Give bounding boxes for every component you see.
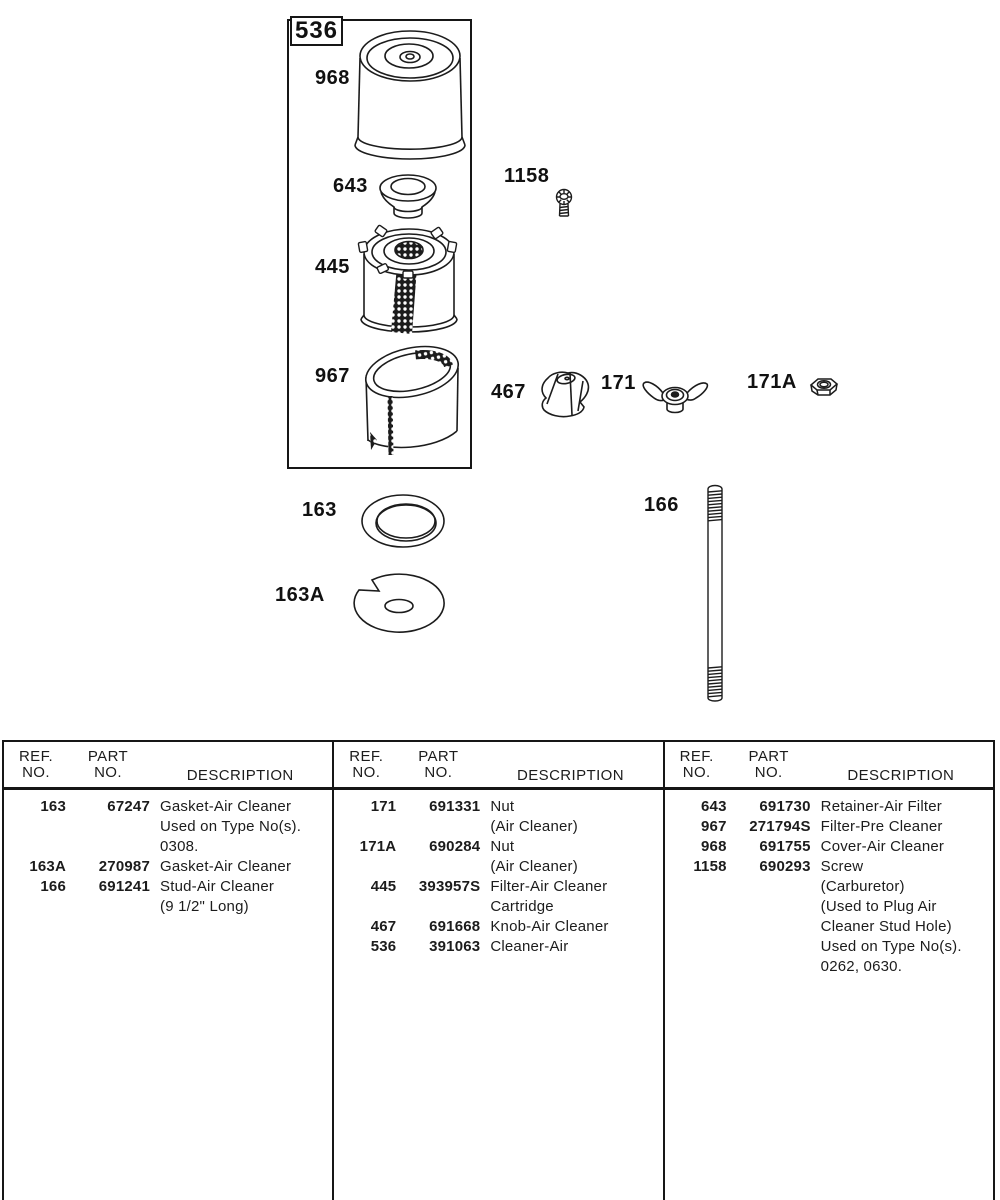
description-cell bbox=[480, 877, 660, 917]
part-gasket-163 bbox=[362, 495, 444, 547]
parts-table-column-3 bbox=[665, 742, 993, 1200]
part-no-cell: 271794S bbox=[749, 818, 811, 835]
description-cell bbox=[811, 817, 991, 837]
callout-label-retainer: 643 bbox=[333, 175, 368, 197]
part-hex-nut-171a bbox=[811, 379, 837, 395]
part-no-cell: 691755 bbox=[759, 838, 811, 855]
table-header bbox=[4, 742, 332, 790]
ref-no-header: REF. NO. bbox=[349, 748, 384, 781]
description-line: Cartridge bbox=[490, 898, 554, 915]
part-no-header: PART NO. bbox=[418, 748, 459, 781]
part-filter-cartridge-445 bbox=[358, 225, 457, 334]
parts-table-column-1 bbox=[4, 742, 334, 1200]
description-cell bbox=[150, 877, 330, 917]
parts-list-table bbox=[2, 740, 995, 1200]
description-line: Filter-Pre Cleaner bbox=[820, 818, 943, 835]
part-no-cell: 690293 bbox=[759, 858, 811, 875]
ref-no-cell: 536 bbox=[370, 938, 397, 955]
table-row bbox=[336, 917, 660, 937]
description-line: Nut bbox=[490, 838, 515, 855]
description-line: Cover-Air Cleaner bbox=[820, 838, 945, 855]
table-body bbox=[665, 790, 993, 977]
table-row bbox=[6, 877, 330, 917]
part-no-cell: 691241 bbox=[98, 878, 150, 895]
ref-no-cell: 171 bbox=[370, 798, 397, 815]
description-line: Used on Type No(s). bbox=[820, 938, 962, 955]
table-header bbox=[334, 742, 662, 790]
callout-label-cartridge: 445 bbox=[315, 256, 350, 278]
ref-no-cell: 968 bbox=[701, 838, 727, 855]
description-line: Knob-Air Cleaner bbox=[490, 918, 609, 935]
table-row bbox=[667, 797, 991, 817]
description-line: 0308. bbox=[160, 838, 199, 855]
callout-label-knob: 467 bbox=[491, 381, 526, 403]
part-no-cell: 691331 bbox=[429, 798, 481, 815]
description-line: (9 1/2" Long) bbox=[160, 898, 249, 915]
description-header: DESCRIPTION bbox=[517, 767, 624, 784]
description-cell bbox=[480, 937, 660, 957]
description-cell bbox=[480, 837, 660, 877]
part-no-cell: 393957S bbox=[418, 878, 481, 895]
part-no-cell: 690284 bbox=[429, 838, 481, 855]
description-cell bbox=[480, 917, 660, 937]
callout-label-cover: 968 bbox=[315, 67, 350, 89]
callout-label-cleaner-assembly: 536 bbox=[294, 17, 339, 44]
description-line: (Air Cleaner) bbox=[490, 858, 578, 875]
description-line: Screw bbox=[820, 858, 864, 875]
description-cell bbox=[811, 837, 991, 857]
part-stud-166 bbox=[708, 486, 722, 701]
callout-label-wing-nut: 171 bbox=[601, 372, 636, 394]
callout-label-screw: 1158 bbox=[504, 165, 550, 187]
description-line: (Air Cleaner) bbox=[490, 818, 578, 835]
part-no-cell: 691730 bbox=[759, 798, 811, 815]
part-no-header: PART NO. bbox=[87, 748, 129, 781]
description-header: DESCRIPTION bbox=[847, 767, 955, 784]
description-line: Stud-Air Cleaner bbox=[160, 878, 275, 895]
table-row bbox=[336, 837, 660, 877]
description-line: Nut bbox=[490, 798, 515, 815]
ref-no-cell: 967 bbox=[701, 818, 727, 835]
description-line: Retainer-Air Filter bbox=[820, 798, 942, 815]
part-precleaner-967 bbox=[361, 339, 463, 455]
ref-no-cell: 163 bbox=[40, 798, 66, 815]
description-cell bbox=[811, 797, 991, 817]
ref-no-cell: 467 bbox=[370, 918, 397, 935]
callout-label-pre-cleaner: 967 bbox=[315, 365, 350, 387]
description-cell bbox=[480, 797, 660, 837]
description-line: Gasket-Air Cleaner bbox=[160, 798, 292, 815]
part-knob-467 bbox=[542, 372, 588, 416]
table-row bbox=[6, 857, 330, 877]
ref-no-cell: 166 bbox=[40, 878, 66, 895]
ref-no-header: REF. NO. bbox=[18, 748, 54, 781]
part-cover-968 bbox=[355, 31, 465, 159]
ref-no-cell: 643 bbox=[701, 798, 727, 815]
ref-no-cell: 1158 bbox=[693, 858, 727, 875]
part-no-header: PART NO. bbox=[748, 748, 789, 781]
table-row bbox=[6, 797, 330, 857]
table-header bbox=[665, 742, 993, 790]
part-no-cell: 391063 bbox=[429, 938, 481, 955]
callout-label-stud: 166 bbox=[644, 494, 679, 516]
table-row bbox=[336, 937, 660, 957]
callout-label-gasket-a: 163A bbox=[275, 584, 325, 606]
description-line: (Used to Plug Air bbox=[820, 898, 937, 915]
ref-no-cell: 163A bbox=[29, 858, 66, 875]
part-no-cell: 67247 bbox=[107, 798, 150, 815]
table-body bbox=[334, 790, 662, 957]
ref-no-header: REF. NO. bbox=[679, 748, 714, 781]
part-wing-nut-171 bbox=[643, 382, 707, 412]
description-line: (Carburetor) bbox=[820, 878, 905, 895]
part-no-cell: 691668 bbox=[429, 918, 481, 935]
table-row bbox=[336, 877, 660, 917]
part-gasket-163a bbox=[354, 574, 444, 632]
description-cell bbox=[150, 857, 330, 877]
callout-label-hex-nut: 171A bbox=[747, 371, 797, 393]
part-retainer-643 bbox=[380, 175, 436, 218]
table-row bbox=[336, 797, 660, 837]
table-row bbox=[667, 857, 991, 977]
description-cell bbox=[150, 797, 330, 857]
description-line: 0262, 0630. bbox=[820, 958, 903, 975]
description-line: Cleaner-Air bbox=[490, 938, 569, 955]
description-cell bbox=[811, 857, 991, 977]
ref-no-cell: 445 bbox=[370, 878, 397, 895]
table-body bbox=[4, 790, 332, 917]
part-screw-1158 bbox=[557, 190, 572, 217]
frame-callout-536 bbox=[290, 16, 343, 46]
table-row bbox=[667, 837, 991, 857]
description-line: Cleaner Stud Hole) bbox=[820, 918, 952, 935]
description-line: Filter-Air Cleaner bbox=[490, 878, 608, 895]
part-no-cell: 270987 bbox=[98, 858, 150, 875]
callout-label-gasket: 163 bbox=[302, 499, 337, 521]
description-line: Gasket-Air Cleaner bbox=[160, 858, 292, 875]
description-line: Used on Type No(s). bbox=[160, 818, 302, 835]
description-header: DESCRIPTION bbox=[186, 767, 294, 784]
parts-table-column-2 bbox=[334, 742, 664, 1200]
table-row bbox=[667, 817, 991, 837]
ref-no-cell: 171A bbox=[359, 838, 397, 855]
